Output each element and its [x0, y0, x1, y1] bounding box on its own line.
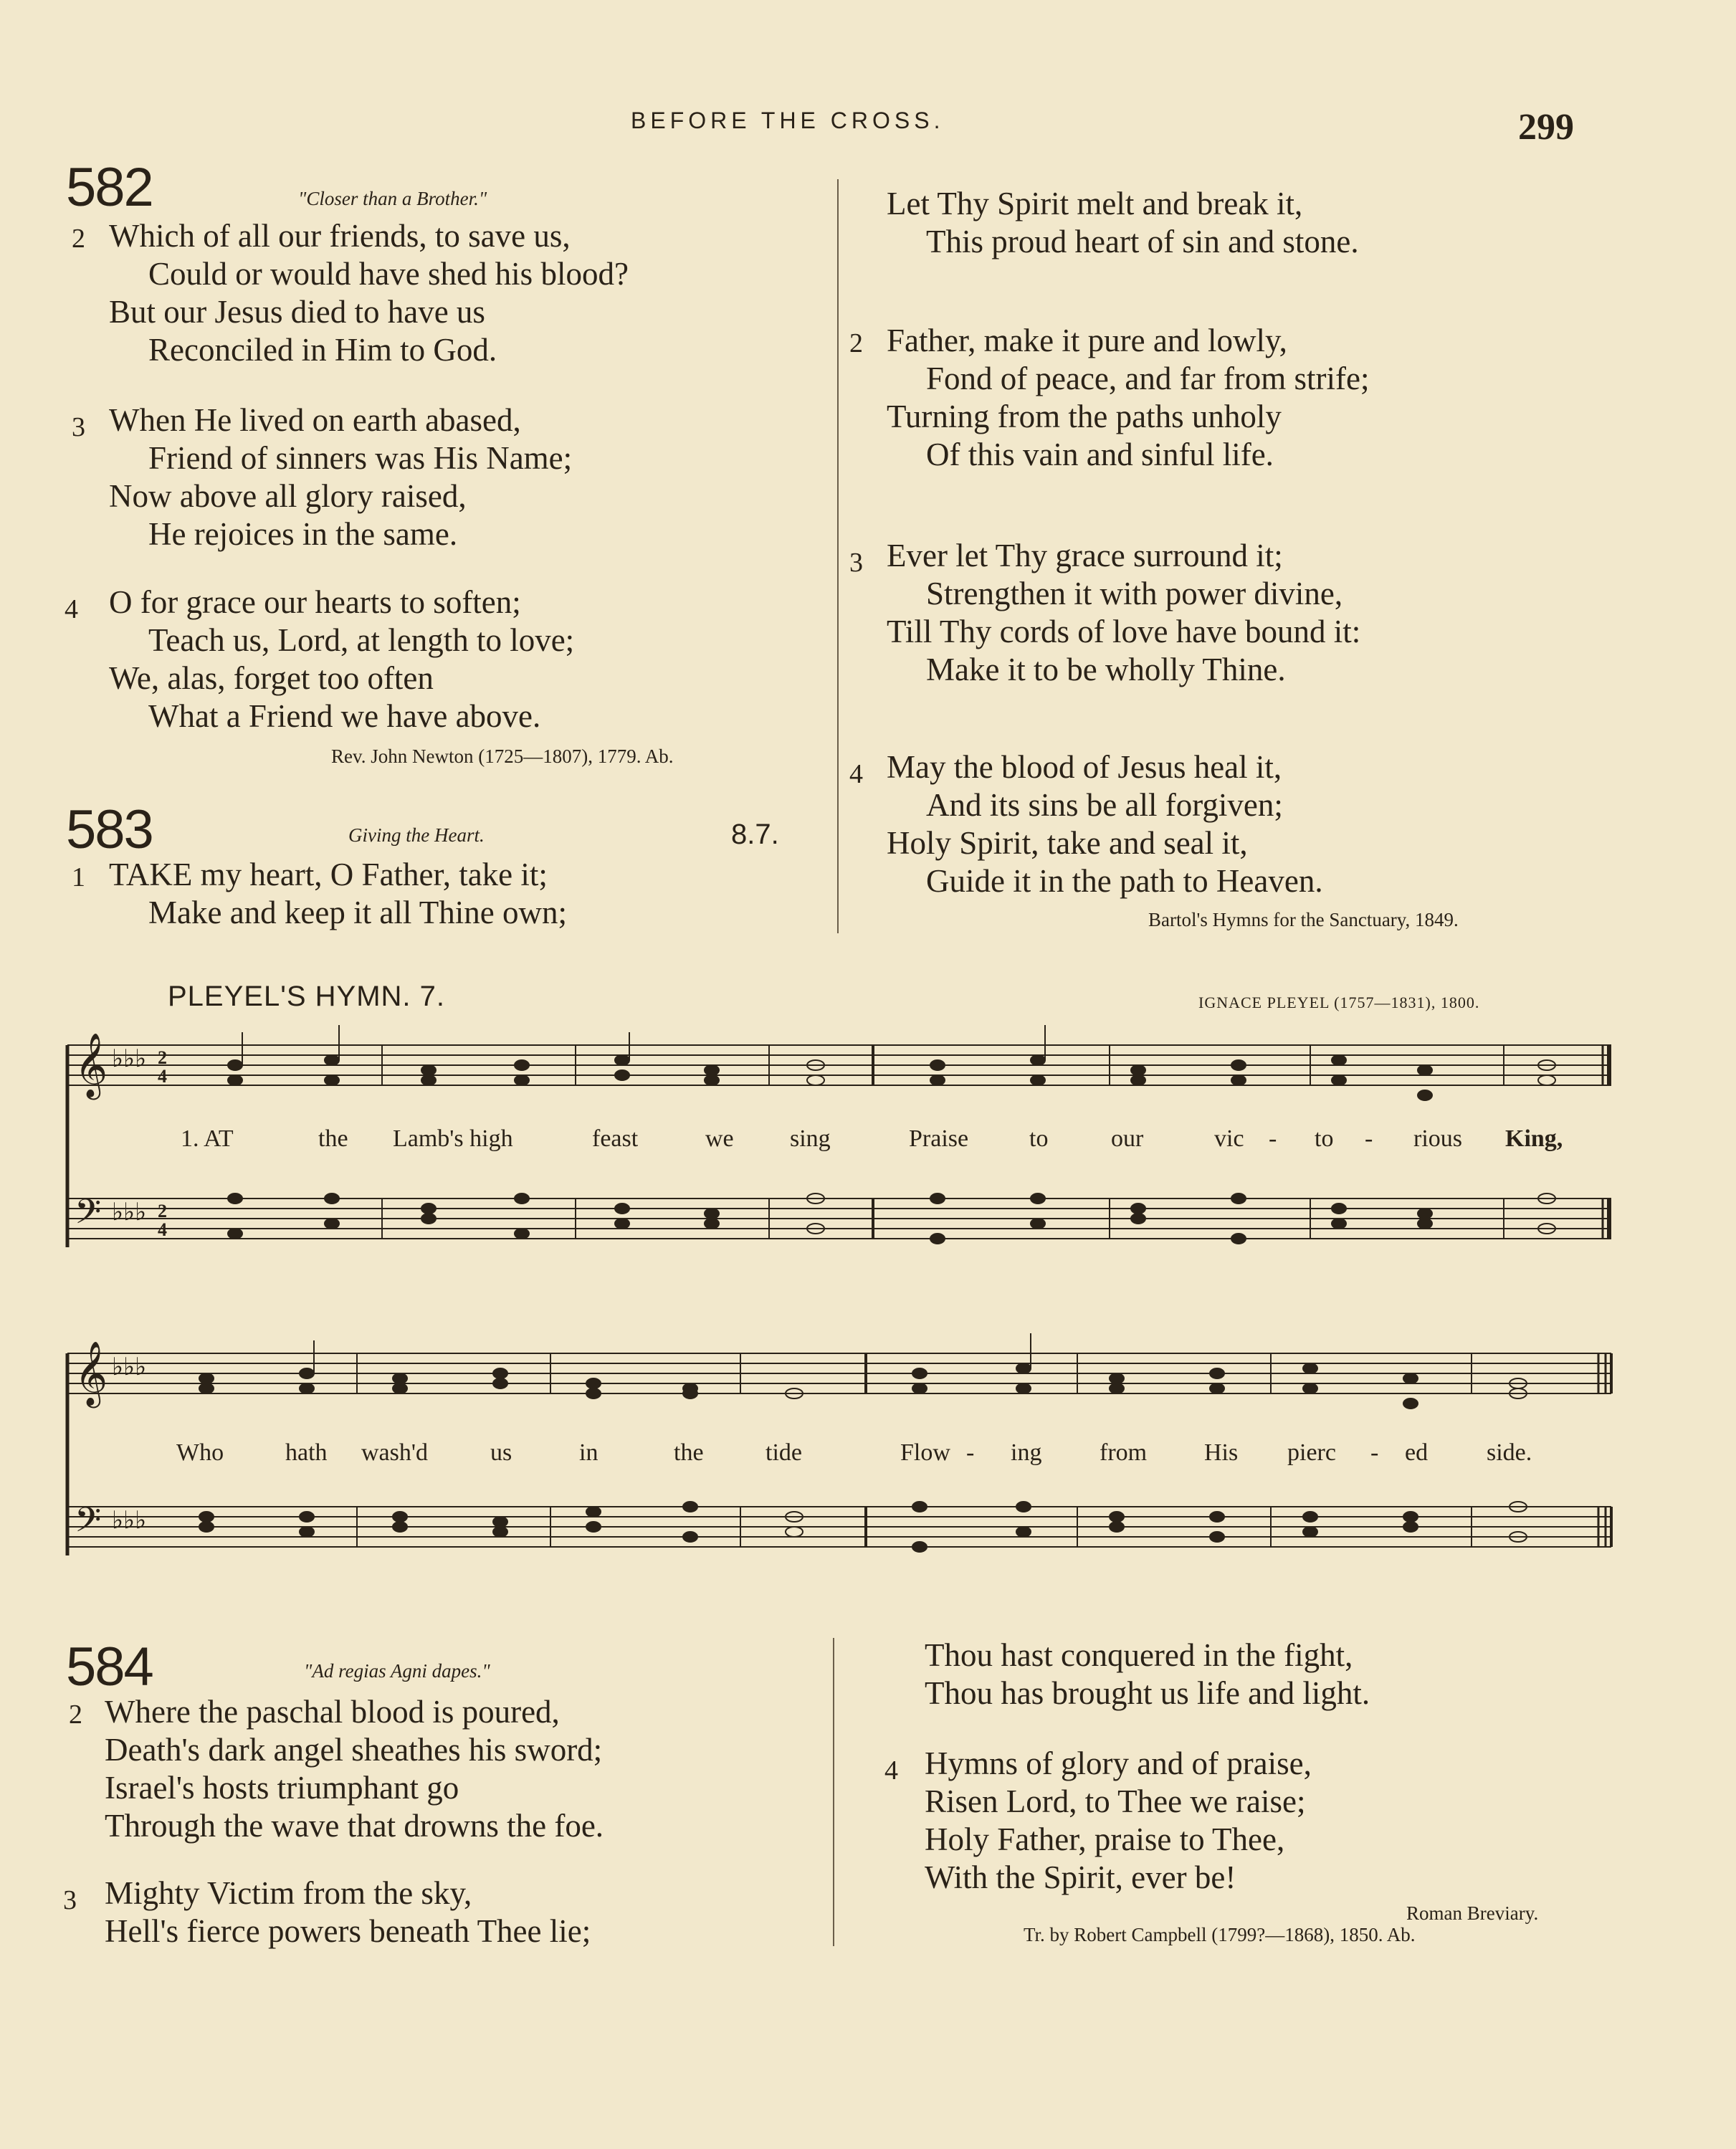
- page-number: 299: [1518, 107, 1574, 148]
- verse-line: Death's dark angel sheathes his sword;: [105, 1732, 603, 1768]
- lyric-syllable: -: [1365, 1125, 1373, 1152]
- svg-text:𝄞: 𝄞: [75, 1341, 108, 1406]
- lyric-syllable: the: [318, 1125, 348, 1152]
- lyric-syllable: -: [966, 1439, 975, 1466]
- lyric-syllable: tide: [766, 1439, 802, 1466]
- verse-line: Now above all glory raised,: [109, 478, 467, 514]
- verse-line: What a Friend we have above.: [148, 698, 541, 734]
- stanza-number: 2: [72, 224, 85, 254]
- verse-line: This proud heart of sin and stone.: [926, 224, 1359, 259]
- svg-text:4: 4: [158, 1219, 167, 1240]
- verse-line: Hymns of glory and of praise,: [925, 1745, 1312, 1781]
- verse-line: He rejoices in the same.: [148, 516, 458, 552]
- verse-line: O for grace our hearts to soften;: [109, 584, 521, 620]
- svg-text:4: 4: [158, 1066, 167, 1087]
- lyric-syllable: rious: [1413, 1125, 1462, 1152]
- tune-name: PLEYEL'S HYMN. 7.: [168, 981, 445, 1012]
- verse-line: Guide it in the path to Heaven.: [926, 863, 1323, 899]
- verse-line: Teach us, Lord, at length to love;: [148, 622, 575, 658]
- hymn-584-stanza-3a: [63, 1874, 591, 1950]
- music-system-1: [63, 1011, 1616, 1283]
- verse-line: Which of all our friends, to save us,: [109, 218, 571, 254]
- stanza-number: 3: [63, 1885, 77, 1915]
- hymn-584-number: 584: [66, 1636, 153, 1697]
- verse-line: Strengthen it with power divine,: [926, 576, 1343, 611]
- stanza-number: 2: [69, 1700, 82, 1730]
- svg-text:♭♭♭: ♭♭♭: [112, 1198, 147, 1226]
- stanza-number: 3: [72, 412, 85, 442]
- lyric-syllable: in: [579, 1439, 598, 1466]
- hymn-582-attribution: Rev. John Newton (1725—1807), 1779. Ab.: [331, 745, 674, 767]
- verse-line: Risen Lord, to Thee we raise;: [925, 1783, 1306, 1819]
- hymn-584-attribution-source: Roman Breviary.: [1406, 1902, 1539, 1924]
- stanza-number: 4: [884, 1755, 898, 1786]
- lyric-syllable: wash'd: [361, 1439, 429, 1466]
- verse-line: Could or would have shed his blood?: [148, 256, 629, 292]
- lyric-syllable: 1. AT: [181, 1125, 234, 1152]
- stanza-number: 4: [849, 759, 863, 789]
- hymn-583-stanza-1b: [887, 185, 1359, 261]
- hymn-582-stanza-2: [72, 217, 629, 369]
- lyric-syllable: to: [1315, 1125, 1334, 1152]
- verse-line: May the blood of Jesus heal it,: [887, 749, 1282, 785]
- verse-line: Israel's hosts triumphant go: [105, 1770, 459, 1806]
- hymn-583-stanza-1a: [72, 856, 568, 932]
- verse-line: Father, make it pure and lowly,: [887, 323, 1287, 358]
- hymn-584-attribution-translator: Tr. by Robert Campbell (1799?—1868), 1850. Ab.: [1024, 1924, 1416, 1945]
- verse-line: Ever let Thy grace surround it;: [887, 538, 1283, 573]
- hymn-583-motto: Giving the Heart.: [348, 824, 485, 846]
- lyric-syllable: hath: [285, 1439, 328, 1466]
- hymn-584-stanza-2: [69, 1693, 604, 1845]
- verse-line: Hell's fierce powers beneath Thee lie;: [105, 1913, 591, 1949]
- verse-line: Holy Spirit, take and seal it,: [887, 825, 1248, 861]
- verse-line: Fond of peace, and far from strife;: [926, 361, 1370, 396]
- lyric-syllable: feast: [592, 1125, 639, 1152]
- verse-line: Through the wave that drowns the foe.: [105, 1808, 604, 1844]
- lyric-syllable: Lamb's high: [393, 1125, 513, 1152]
- hymn-582-motto: "Closer than a Brother.": [298, 188, 487, 209]
- verse-line: We, alas, forget too often: [109, 660, 434, 696]
- lyric-syllable: side.: [1487, 1439, 1532, 1466]
- lyric-syllable: ing: [1011, 1439, 1042, 1466]
- svg-text:𝄢: 𝄢: [75, 1500, 102, 1548]
- tune-composer: IGNACE PLEYEL (1757—1831), 1800.: [1198, 994, 1480, 1011]
- verse-line: With the Spirit, ever be!: [925, 1859, 1236, 1895]
- verse-line: Make it to be wholly Thine.: [926, 652, 1286, 687]
- svg-text:♭♭♭: ♭♭♭: [112, 1044, 147, 1073]
- verse-line: Turning from the paths unholy: [887, 399, 1282, 434]
- lyric-syllable: from: [1100, 1439, 1148, 1466]
- hymn-584-stanza-3b: [925, 1636, 1370, 1712]
- verse-line: Till Thy cords of love have bound it:: [887, 614, 1361, 649]
- verse-line: Friend of sinners was His Name;: [148, 440, 573, 476]
- lyric-syllable: vic: [1214, 1125, 1244, 1152]
- verse-line: Reconciled in Him to God.: [148, 332, 497, 368]
- stanza-number: 1: [72, 862, 85, 892]
- svg-text:♭♭♭: ♭♭♭: [112, 1506, 147, 1535]
- verse-line: Let Thy Spirit melt and break it,: [887, 186, 1303, 221]
- hymn-582-stanza-3: [72, 401, 573, 553]
- lyric-syllable: Praise: [909, 1125, 969, 1152]
- verse-line: When He lived on earth abased,: [109, 402, 521, 438]
- lyric-syllable: our: [1111, 1125, 1144, 1152]
- lyric-syllable: -: [1269, 1125, 1277, 1152]
- verse-line: Where the paschal blood is poured,: [105, 1694, 560, 1730]
- stanza-number: 3: [849, 548, 863, 578]
- lyric-syllable: King,: [1505, 1125, 1563, 1152]
- lyric-syllable: -: [1370, 1439, 1379, 1466]
- hymn-583-attribution: Bartol's Hymns for the Sanctuary, 1849.: [1148, 909, 1459, 930]
- verse-line: And its sins be all forgiven;: [926, 787, 1283, 823]
- lyric-syllable: to: [1029, 1125, 1049, 1152]
- stanza-number: 2: [849, 328, 863, 358]
- svg-text:2: 2: [158, 1201, 167, 1221]
- lyric-syllable: Flow: [900, 1439, 950, 1466]
- column-divider: [837, 179, 839, 933]
- svg-text:2: 2: [158, 1047, 167, 1068]
- lyric-syllable: sing: [790, 1125, 831, 1152]
- hymn-583-stanza-2: [849, 322, 1370, 474]
- lyric-syllable: His: [1204, 1439, 1239, 1466]
- verse-line: Of this vain and sinful life.: [926, 437, 1274, 472]
- hymn-583-stanza-4: [849, 748, 1323, 900]
- hymn-583-number: 583: [66, 799, 153, 860]
- hymn-582-stanza-4: [65, 583, 575, 735]
- verse-line: But our Jesus died to have us: [109, 294, 485, 330]
- hymn-582-number: 582: [66, 157, 153, 218]
- lyric-syllable: we: [705, 1125, 734, 1152]
- hymn-584-stanza-4: [884, 1745, 1312, 1897]
- verse-line: TAKE my heart, O Father, take it;: [109, 857, 548, 892]
- svg-text:𝄢: 𝄢: [75, 1191, 102, 1240]
- lyric-syllable: the: [674, 1439, 704, 1466]
- verse-line: Holy Father, praise to Thee,: [925, 1821, 1285, 1857]
- verse-line: Make and keep it all Thine own;: [148, 895, 568, 930]
- hymn-583-meter: 8.7.: [731, 819, 779, 850]
- verse-line: Mighty Victim from the sky,: [105, 1875, 472, 1911]
- stanza-number: 4: [65, 594, 78, 624]
- running-head: BEFORE THE CROSS.: [631, 108, 945, 133]
- lyric-syllable: pierc: [1287, 1439, 1336, 1466]
- lyric-syllable: ed: [1405, 1439, 1429, 1466]
- column-divider: [833, 1638, 834, 1946]
- svg-text:𝄞: 𝄞: [75, 1033, 108, 1097]
- verse-line: Thou has brought us life and light.: [925, 1675, 1370, 1711]
- hymn-583-stanza-3: [849, 537, 1361, 689]
- hymn-584-motto: "Ad regias Agni dapes.": [304, 1660, 490, 1682]
- lyric-syllable: Who: [176, 1439, 224, 1466]
- verse-line: Thou hast conquered in the fight,: [925, 1637, 1353, 1673]
- svg-text:♭♭♭: ♭♭♭: [112, 1353, 147, 1381]
- lyric-syllable: us: [490, 1439, 512, 1466]
